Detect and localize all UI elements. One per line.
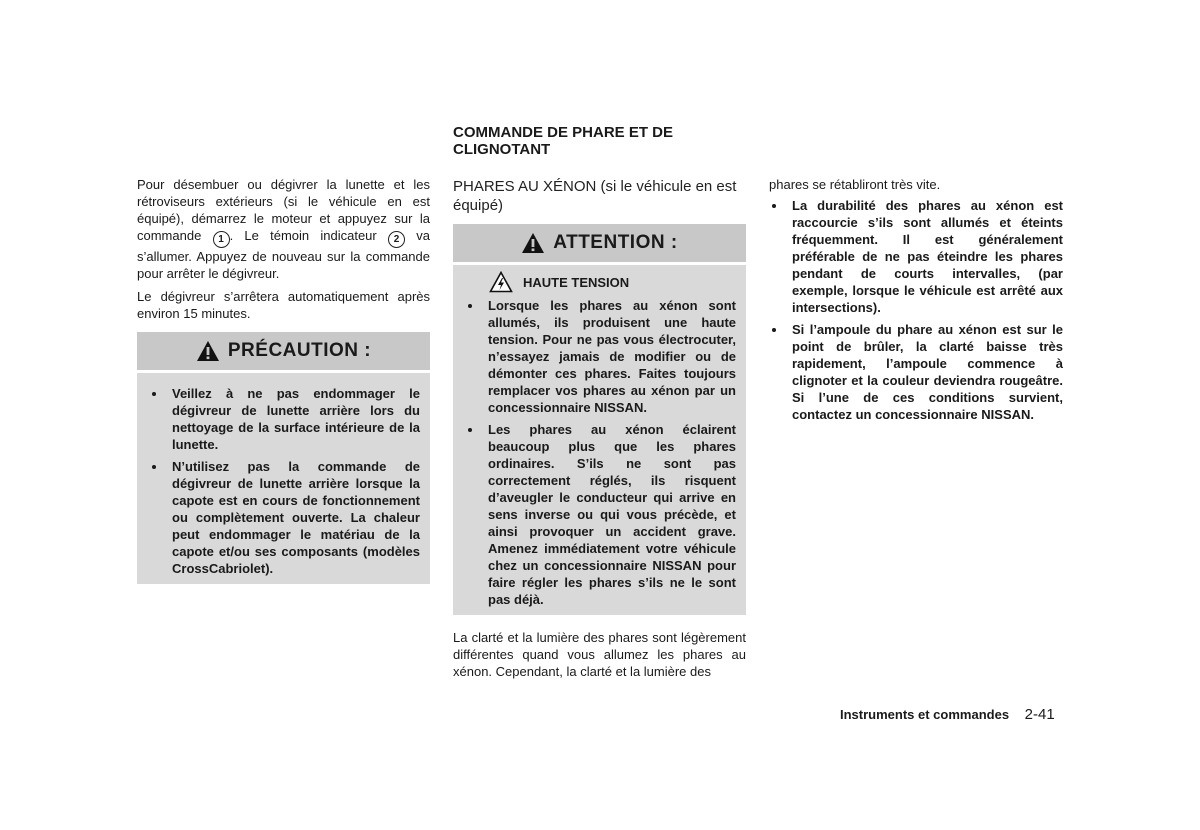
right-column — [769, 176, 1063, 428]
xenon-paragraph: La clarté et la lumière des phares sont légèrement différentes quand vous allumez les phares au xénon. Cependant, la clarté et la lumière des — [453, 630, 746, 679]
paragraph-text: va s’allumer. Appuyez de nouveau sur la commande pour arrêter le dégivreur. — [137, 228, 430, 281]
list-item: Lorsque les phares au xénon sont allumés, ils produisent une haute tension. Pour ne pas vous électrocuter, n’essayez jamais de modifier ou de démonter ces phares. Faites toujours remplacer vos phares au xénon par un concessionnaire NISSAN. — [465, 297, 736, 416]
defroster-paragraph — [137, 176, 430, 282]
warning-icon — [196, 340, 220, 362]
paragraph-text: Pour désembuer ou dégivrer la lunette et les rétroviseurs extérieurs (si le véhicule en est équipé), démarrez le moteur et appuyez sur la commande — [137, 177, 430, 243]
attention-title: ATTENTION : — [553, 232, 678, 253]
list-item: Veillez à ne pas endommager le dégivreur de lunette arrière lors du nettoyage de la surface intérieure de la lunette. — [149, 385, 420, 453]
page-number: 2-41 — [1024, 706, 1055, 723]
left-column — [137, 176, 430, 584]
attention-box — [453, 224, 746, 615]
page-footer — [840, 706, 1055, 723]
precaution-box — [137, 332, 430, 584]
warning-icon — [521, 232, 545, 254]
list-item: Si l’ampoule du phare au xénon est sur le point de brûler, la clarté baisse très rapidement, l’ampoule commence à clignoter et la couleur deviendra rougeâtre. Si l’une de ces conditions survient, contactez un concessionnaire NISSAN. — [769, 321, 1063, 423]
list-item: Les phares au xénon éclairent beaucoup plus que les phares ordinaires. S’ils ne sont pas correctement réglés, ils risquent d’aveugler le conducteur qui arrive en sens inverse ou qui vous précède, et ainsi provoquer un accident grave. Amenez immédiatement votre véhicule chez un concessionnaire NISSAN pour faire régler les phares s’ils ne le sont pas déjà. — [465, 421, 736, 608]
middle-column — [453, 124, 746, 686]
precaution-title: PRÉCAUTION : — [227, 340, 372, 361]
callout-1: 1 — [213, 231, 230, 248]
callout-2: 2 — [388, 231, 405, 248]
attention-header — [453, 224, 746, 265]
paragraph-text: . Le témoin indicateur — [229, 228, 377, 243]
high-voltage-icon — [489, 271, 513, 293]
xenon-notes-list — [769, 197, 1063, 423]
precaution-header — [137, 332, 430, 373]
high-voltage-heading — [489, 271, 736, 293]
precaution-list — [149, 385, 420, 577]
attention-list — [465, 297, 736, 608]
list-item: La durabilité des phares au xénon est raccourcie s’ils sont allumés et éteints fréquemment. Il est généralement préférable de ne pas éteindre les phares pendant de courts intervalles, (par exemple, lorsque le véhicule est arrêté aux intersections). — [769, 197, 1063, 316]
section-title: COMMANDE DE PHARE ET DE CLIGNOTANT — [453, 124, 674, 158]
continuation-paragraph: phares se rétabliront très vite. — [769, 177, 941, 192]
footer-section-title: Instruments et commandes — [840, 707, 1010, 722]
sub-title: PHARES AU XÉNON (si le véhicule en est équipé) — [453, 178, 737, 214]
high-voltage-label: HAUTE TENSION — [523, 274, 630, 290]
auto-off-paragraph: Le dégivreur s’arrêtera automatiquement après environ 15 minutes. — [137, 289, 430, 321]
list-item: N’utilisez pas la commande de dégivreur de lunette arrière lorsque la capote est en cours de fonctionnement ou complètement ouverte. La chaleur peut endommager le matériau de la capote et/ou ses composants (modèles CrossCabriolet). — [149, 458, 420, 577]
